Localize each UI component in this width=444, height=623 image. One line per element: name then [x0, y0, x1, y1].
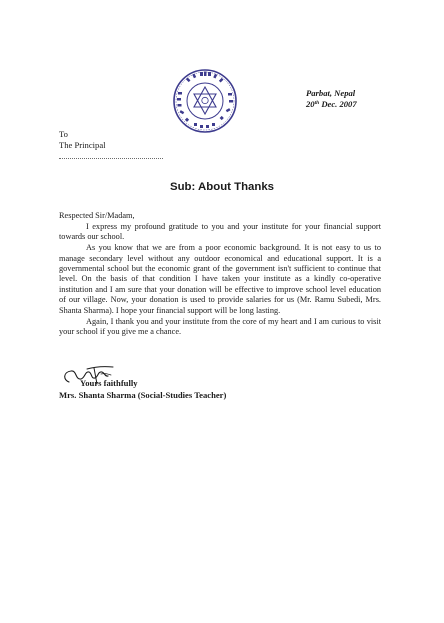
- signer-name: Mrs. Shanta Sharma (Social-Studies Teacher): [59, 390, 227, 400]
- recipient-title: The Principal: [59, 140, 106, 150]
- date-day: 20: [306, 99, 315, 109]
- body-paragraph: I express my profound gratitude to you and your institute for your financial support towards our school.: [59, 221, 381, 242]
- date-suffix: th: [314, 100, 320, 106]
- place-date-block: [306, 88, 357, 110]
- school-seal-stamp: [172, 68, 238, 134]
- closing-line: Yours faithfully: [80, 378, 138, 388]
- to-line: To: [59, 129, 68, 139]
- date: [306, 99, 357, 110]
- salutation: Respected Sir/Madam,: [59, 211, 135, 220]
- letter-body: [59, 211, 381, 338]
- body-paragraph: Again, I thank you and your institute from the core of my heart and I am curious to visit your school if you give me a chance.: [59, 316, 381, 336]
- date-month-year: Dec. 2007: [319, 99, 357, 109]
- recipient-block: [59, 129, 106, 151]
- body-paragraph: As you know that we are from a poor economic background. It is not easy to us to manage secondary level without any outdoor economical and educational support. It is a governmental school but the economic grant of the government isn't sufficient to continue that level. On the basis of that condition I have taken your institute as a kindly co-operative institution and I am sure that your donation will be effective to improve school level education of our village. Now, your donation is used to provide salaries for us (Mr. Ramu Subedi, Mrs. Shanta Sharma). I hope your financial support will be long lasting.: [59, 243, 381, 315]
- subject-heading: Sub: About Thanks: [170, 181, 274, 193]
- place: Parbat, Nepal: [306, 88, 356, 98]
- address-dotted-line: [59, 158, 163, 159]
